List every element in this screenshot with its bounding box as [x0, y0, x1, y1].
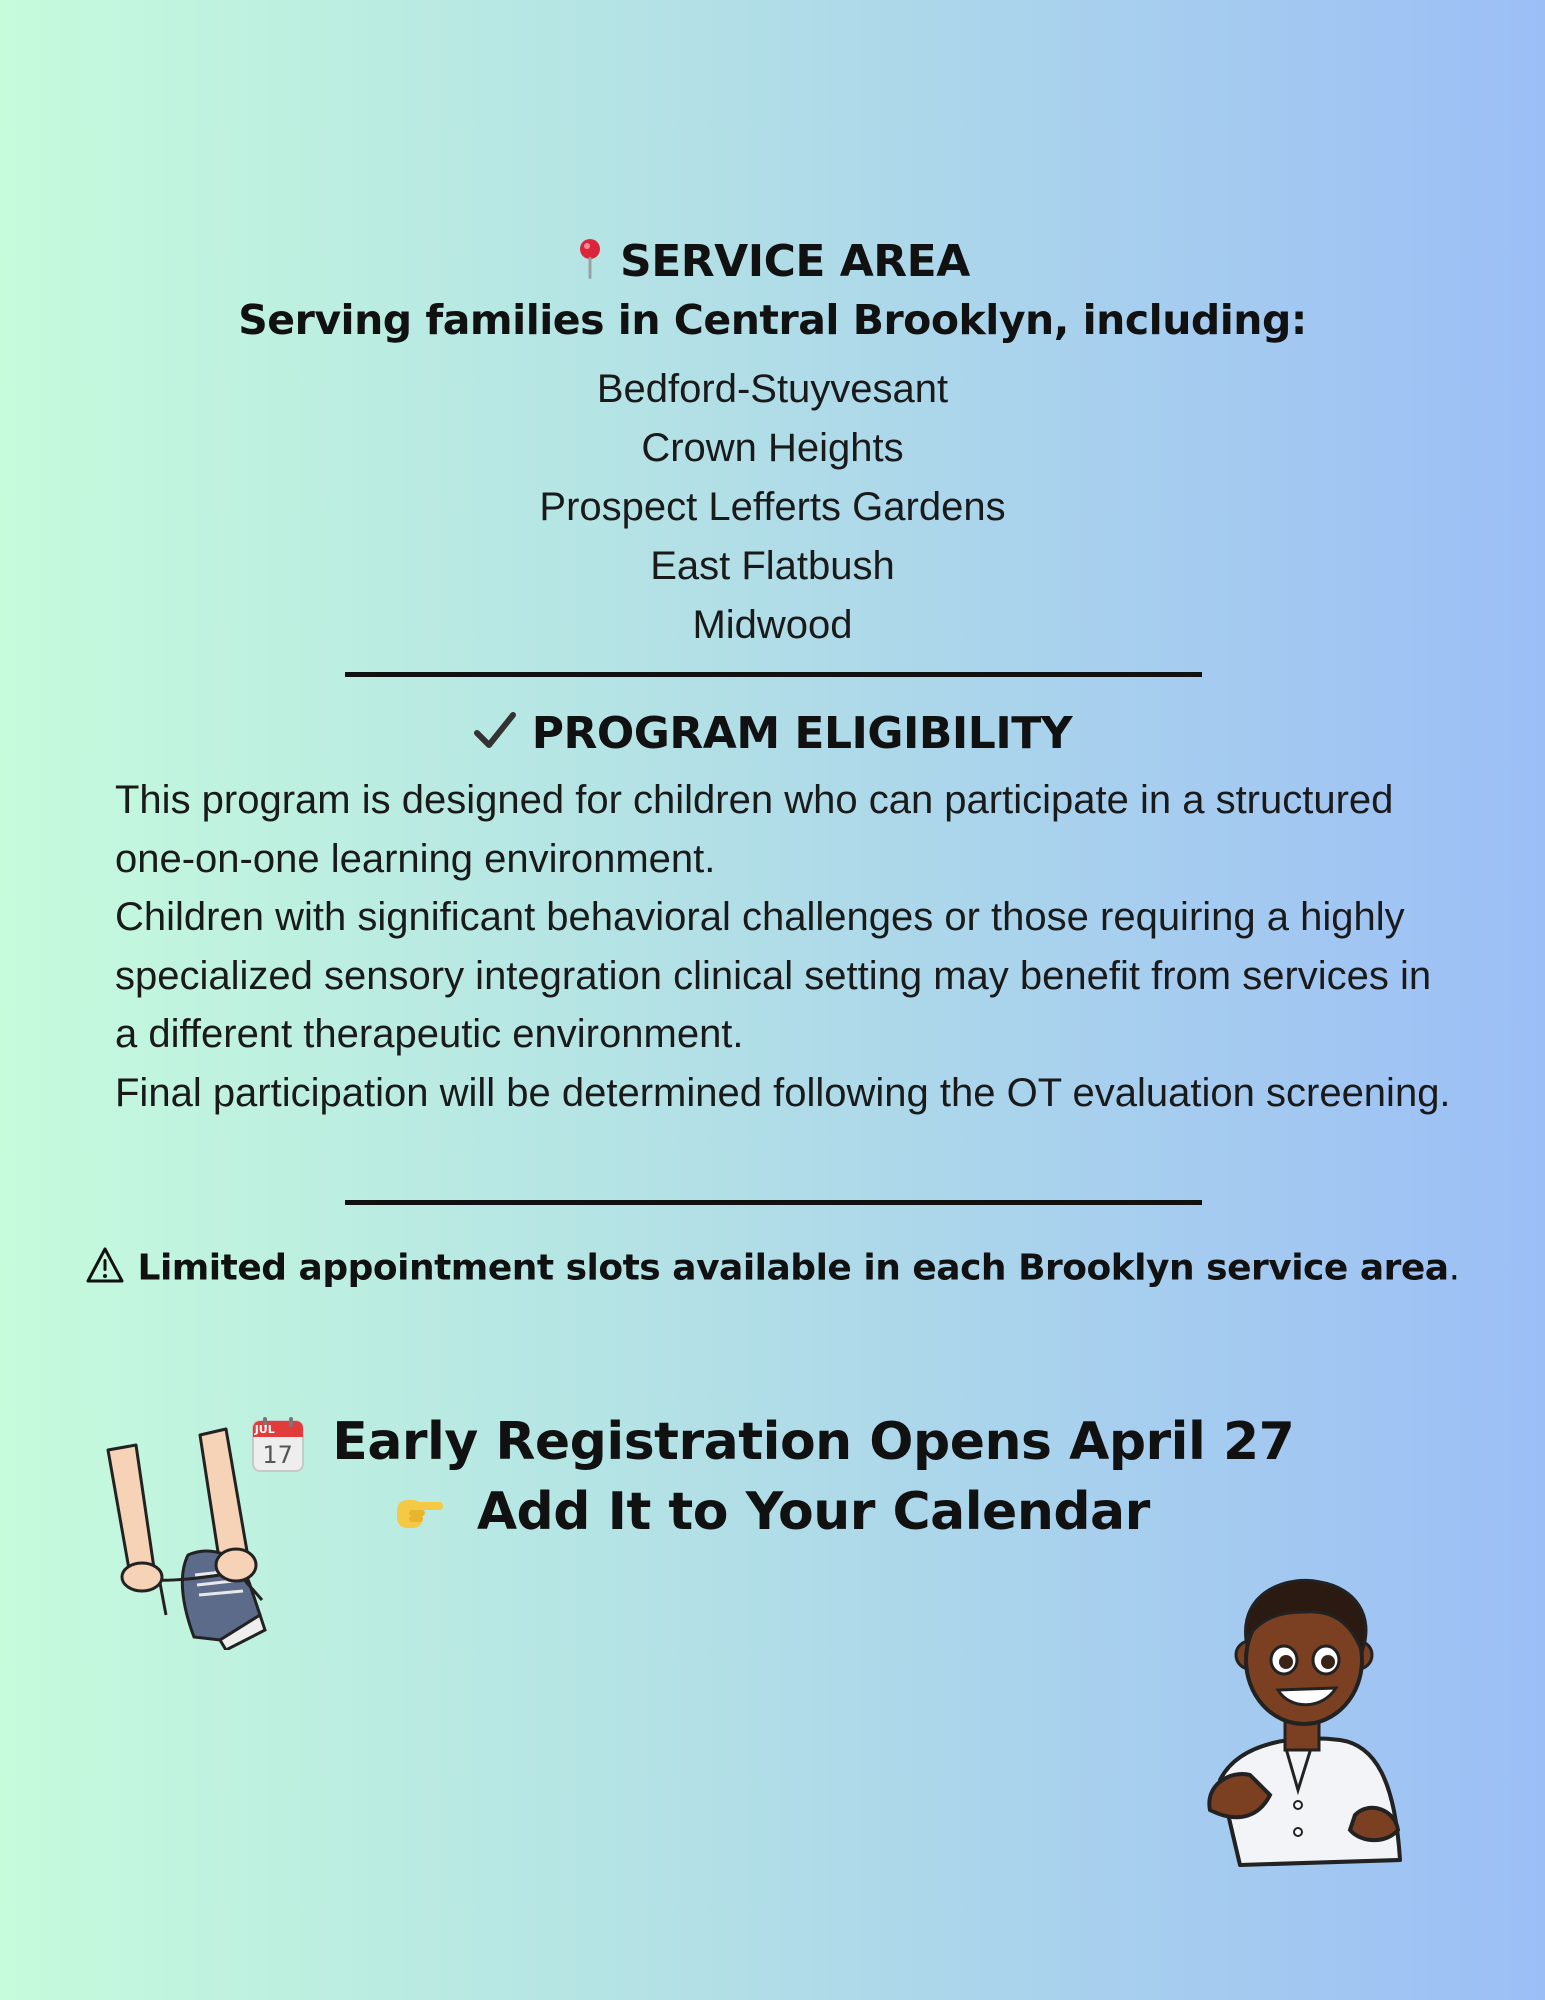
eligibility-paragraph: Final participation will be determined following the OT evaluation screening.: [115, 1070, 1451, 1115]
service-area-heading: [0, 236, 1545, 292]
eligibility-title: PROGRAM ELIGIBILITY: [531, 708, 1073, 759]
calendar-cta-text: Add It to Your Calendar: [476, 1482, 1150, 1542]
calendar-day: 17: [262, 1441, 293, 1469]
neighborhood-item: Midwood: [692, 603, 853, 647]
divider-2: [345, 1200, 1202, 1205]
divider-1: [345, 672, 1202, 677]
checkmark-icon: [473, 709, 517, 764]
warning-icon: [85, 1246, 125, 1293]
eligibility-text: [115, 771, 1455, 1123]
service-area-title: SERVICE AREA: [620, 236, 970, 287]
neighborhood-item: Bedford-Stuyvesant: [596, 367, 949, 411]
smiling-boy-illustration: [1180, 1570, 1420, 1874]
limited-slots-notice: [0, 1246, 1545, 1293]
neighborhood-item: Crown Heights: [641, 426, 904, 470]
eligibility-heading: [0, 708, 1545, 764]
neighborhood-item: East Flatbush: [650, 544, 895, 588]
notice-text: Limited appointment slots available in each Brooklyn service area: [137, 1247, 1449, 1289]
calendar-month: JUL: [254, 1423, 275, 1436]
pin-icon: [575, 237, 605, 292]
neighborhood-item: Prospect Lefferts Gardens: [539, 485, 1006, 529]
registration-date-text: Early Registration Opens April 27: [332, 1412, 1295, 1472]
neighborhood-list: [0, 360, 1545, 655]
notice-period: .: [1448, 1247, 1460, 1289]
pointing-hand-icon: [395, 1485, 445, 1545]
shoe-tying-illustration: [100, 1425, 290, 1654]
eligibility-paragraph: This program is designed for children who can participate in a structured one-on-one learning environment.: [115, 778, 1394, 881]
eligibility-paragraph: Children with significant behavioral challenges or those requiring a highly specialized sensory integration clinical setting may benefit from services in a different therapeutic environment.: [115, 895, 1432, 1057]
service-area-subheading: Serving families in Central Brooklyn, including:: [238, 296, 1307, 344]
